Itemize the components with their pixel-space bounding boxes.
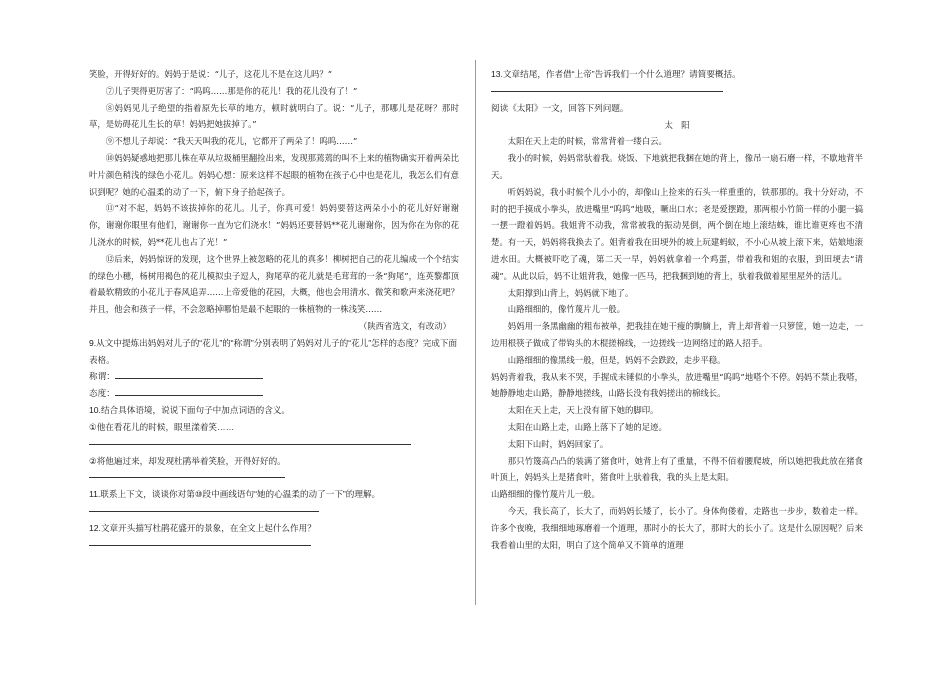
question-10-item-1: ①他在看花儿的时候，眼里漾着笑…… bbox=[89, 421, 235, 432]
q9-answer-attitude-blank[interactable] bbox=[115, 385, 263, 396]
question-11: 11.联系上下文，谈谈你对第⑩段中画线语句“她的心温柔的动了一下”的理解。 bbox=[89, 489, 381, 500]
q12-answer-blank[interactable] bbox=[89, 537, 311, 546]
question-10: 10.结合具体语境，说说下面句子中加点词语的含义。 bbox=[89, 404, 291, 415]
q9-answer-title-blank[interactable] bbox=[115, 368, 263, 379]
reading-intro: 阅读《太阳》一文，回答下列问题。 bbox=[491, 102, 629, 113]
paragraph: ⑦儿子哭得更厉害了：“呜呜……那是你的花儿！我的花儿没有了！” bbox=[105, 85, 358, 96]
paragraph: ⑪“对不起，妈妈不该拔掉你的花儿。儿子，你真可爱！妈妈要替这两朵小小的花儿好好谢谢你，谢谢你眼里有他们，谢谢你一直为它们浇水！”妈妈还要替妈**花儿谢谢你，因为你在为你的花儿浇水的时候，妈**花儿也占了光！” bbox=[89, 203, 459, 247]
paragraph: 那只竹篾高凸凸的装满了猪食叶，她背上有了重量，不得不佰着腰爬坡，所以她把我此放在猪食叶顶上，妈妈头上是猪食叶，猪食叶上驮着我，我的头上是太阳。 bbox=[491, 455, 863, 483]
q9-label-title: 称谓： bbox=[89, 371, 115, 382]
paragraph: 笑脸，开得好好的。妈妈于是说：“儿子，这花儿不是在这儿吗？” bbox=[89, 69, 333, 79]
paragraph: 我小的时候，妈妈常驮着我。烧饭、下地就把我捆在她的背上，像吊一扇石磨一样，不歇地背半天。 bbox=[491, 153, 863, 180]
paragraph: 听妈妈说，我小时候个儿小小的，却像山上捡来的石头一样重重的，铁那那的。我十分好动，不时的把手摸成小拳头，放进嘴里“呜呜”地吸，噘出口水；老是爱摆蹬，那两根小竹简一样的小腿一搞一摆一蹬着妈妈。我姐背不动我，常常被我的振动晃倒，两个倒在地上滚结蛛，谁比谁更疼也不清楚。有一天，妈妈将我换去了。姐背着我在田埂外的坡上玩建蚂蚁，不小心从坡上滚下来，姑娘地滚进水田。大概被吓吃了魂，第二天一早，妈妈就拿着一个鸡蛋，带着我和姐的衣服，到田埂去“请魂”。从此以后，妈不让姐背我，她像一匹马，把我捆到她的背上，驮着我做着屋里屋外的活儿。 bbox=[491, 186, 863, 281]
column-divider bbox=[475, 60, 476, 605]
paragraph: 山路细细的，像竹蔑片儿一般。 bbox=[507, 304, 626, 315]
question-10-item-2: ②将他遍过来，却发现杜鹃举着笑脸，开得好好的。 bbox=[89, 455, 286, 466]
paragraph: 妈妈用一条黑幽幽的粗布被单，把我挂在她干瘦的駒腩上，背上却背着一只箩筐，她一边走，一边用根筷子做成了带钩头的木棍搓棉线，一边搓线一边网络过的路人招手。 bbox=[491, 321, 863, 348]
source-note: （陕西省选文，有改动） bbox=[358, 320, 451, 331]
paragraph: 太阳在天上走的时候，常常背着一缕白云。 bbox=[507, 136, 667, 147]
q11-answer-blank[interactable] bbox=[89, 503, 319, 512]
right-column bbox=[491, 66, 863, 553]
paragraph: 妈妈背着我，我从来不哭，手握成未锤似的小拳头，放进嘴里“呜呜”地嗒个不停。妈妈不禁止我嗒，她静静地走山路，静静地搓线，山路长没有我妈搓出的棉线长。 bbox=[491, 371, 863, 399]
paragraph: ⑩妈妈疑惑地把那儿株在草从垃圾桶里翻捡出来，发现那蔫蔫的叫不上来的植物确实开着两朵比叶片颜色稍浅的绿色小花儿。妈妈心想：原来这样不起眼的植物在孩子心中也是花儿，我怎么们有意识到呢？她的心温柔的动了一下，俯下身子拾起孩子。 bbox=[89, 152, 459, 197]
paragraph: 山路细细的像黑线一般，但是，妈妈不会跌跤，走步平稳。 bbox=[507, 354, 726, 365]
paragraph: 太阳在天上走，天上没有留下她的脚印。 bbox=[507, 405, 659, 416]
q10-answer-blank-2[interactable] bbox=[89, 469, 285, 478]
paragraph: ⑨不想儿子却说：“我天天叫我的花儿，它都开了两朵了！呜呜……” bbox=[105, 136, 358, 147]
question-9: 9.从文中提炼出妈妈对儿子的“花儿”的“称谓”分别表明了妈妈对儿子的“花儿”怎样的态度？完成下面表格。 bbox=[89, 337, 458, 365]
paragraph: 太阳撑到山背上，妈妈就下地了。 bbox=[507, 287, 634, 298]
paragraph: ⑧妈妈见儿子绝望的指着原先长草的地方，顿时就明白了。说：“儿子，那哪儿是花呀？那时草，是妨碍花儿生长的草！妈妈把她拔掉了。” bbox=[89, 102, 459, 130]
q13-answer-blank[interactable] bbox=[491, 83, 723, 92]
article-title: 太 阳 bbox=[664, 119, 690, 130]
paragraph: ⑫后来，妈妈惊讶的发现，这个世界上被忽略的花儿的真多！柳树把自己的花儿编成一个个结实的绿色小穗，杨树用褐色的花儿模拟虫子逗人，狗尾草的花儿就是毛茸茸的一条“狗尾”，连英黎都顶着最软精致的小花儿于春风追弄……上帝爱他的花园，大概，他也会用清水、微笑和歌声来浇花吧？并且，他会和孩子一样，不会忽略掉哪怕是最不起眼的一株植物的一株浅笑…… bbox=[89, 253, 459, 315]
paragraph: 今天，我长高了，长大了，而妈妈长矮了，长小了。身体佝偻着，走路也一步步，数着走一样。许多个夜晚，我细细地琢磨着一个道理，那时小的长大了，那时大的长小了。这是什么原因呢？后来我看着山里的太阳，明白了这个简单又不简单的道理 bbox=[491, 505, 863, 550]
q10-answer-blank-1[interactable] bbox=[89, 436, 411, 445]
left-column bbox=[89, 66, 459, 554]
question-12: 12.文章开头描写杜鹃花盛开的景象，在全文上起什么作用？ bbox=[89, 523, 316, 534]
paragraph: 太阳在山路上走，山路上落下了她的足迹。 bbox=[507, 421, 667, 432]
question-13: 13.文章结尾，作者借“上帝”告诉我们一个什么道理？请简要概括。 bbox=[491, 69, 741, 79]
paragraph: 山路细细的像竹蔑片儿一般。 bbox=[491, 489, 600, 500]
q9-label-attitude: 态度： bbox=[89, 388, 115, 399]
paragraph: 太阳下山时，妈妈回家了。 bbox=[507, 438, 609, 449]
